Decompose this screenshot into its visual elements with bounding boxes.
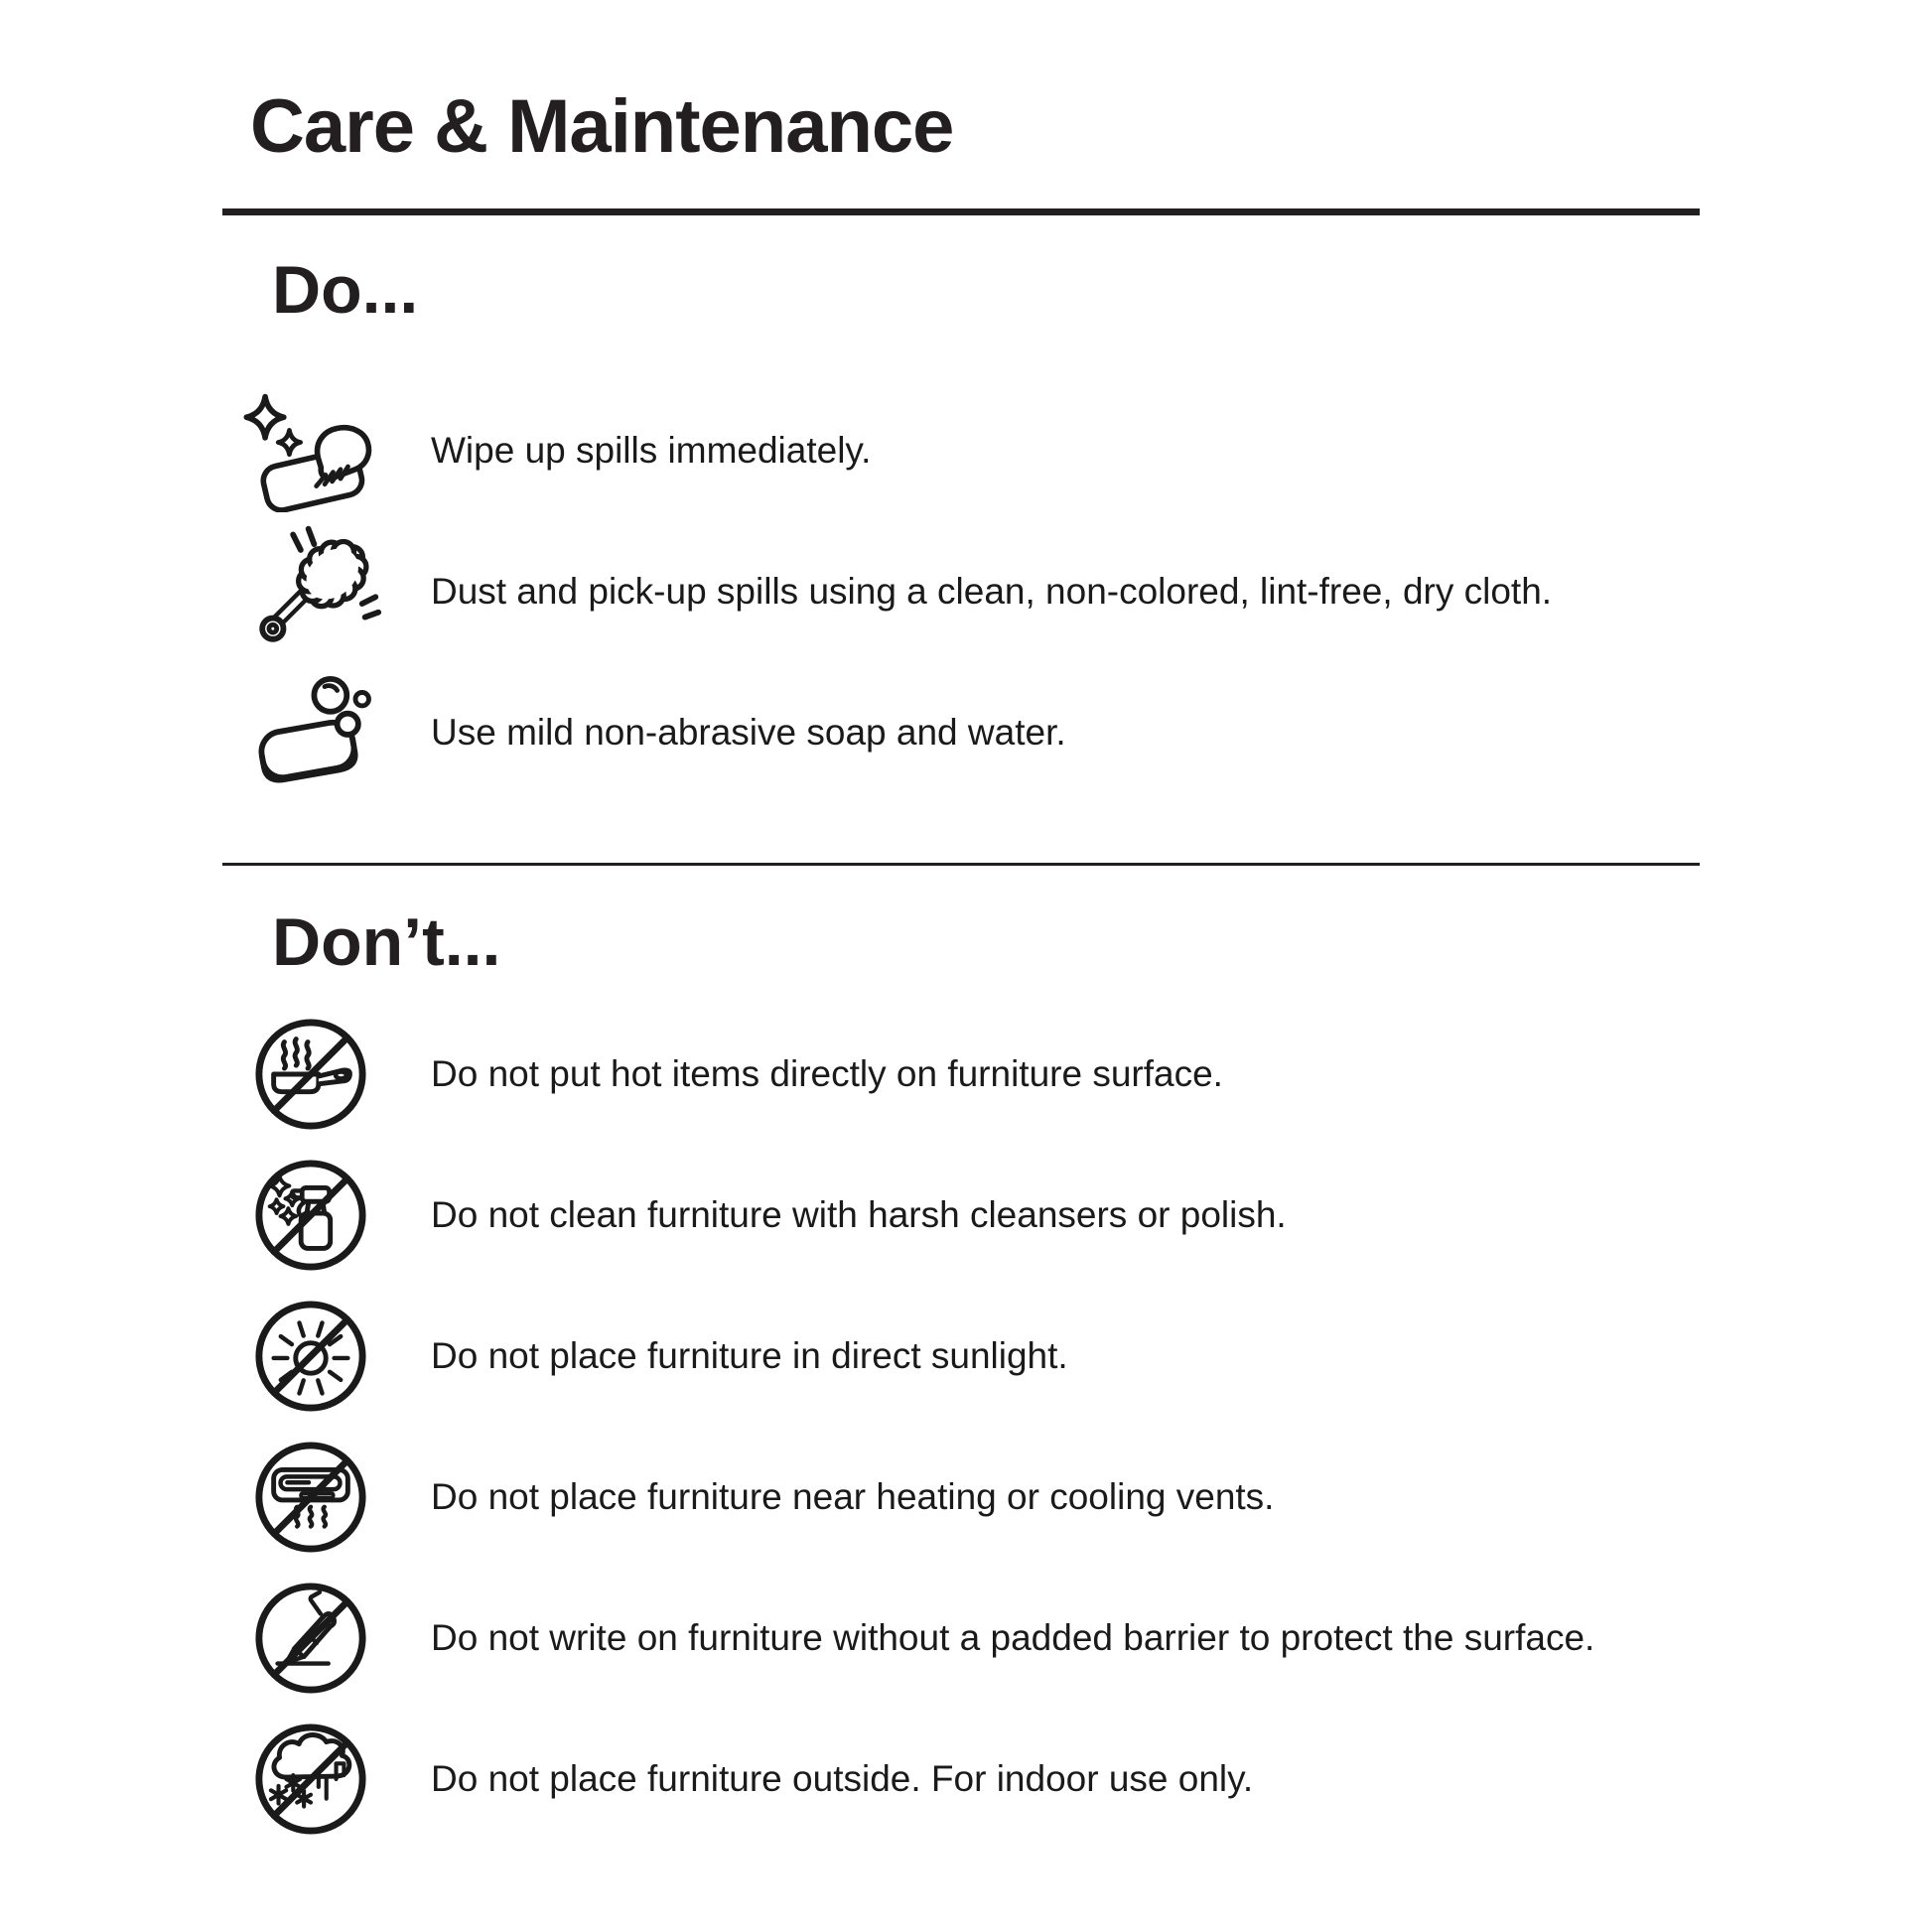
dont-section-heading: Don’t... bbox=[272, 903, 501, 980]
dont-item-harsh-cleansers bbox=[0, 1145, 1932, 1286]
dont-item-text: Do not place furniture in direct sunlight. bbox=[431, 1335, 1068, 1377]
no-hot-items-icon bbox=[222, 1016, 399, 1133]
do-items-list bbox=[0, 380, 1932, 803]
no-writing-icon bbox=[222, 1580, 399, 1697]
no-harsh-cleansers-icon bbox=[222, 1157, 399, 1274]
do-item-wipe-spills bbox=[0, 380, 1932, 521]
section-divider bbox=[222, 863, 1700, 866]
do-section-heading: Do... bbox=[272, 251, 419, 328]
do-item-text: Wipe up spills immediately. bbox=[431, 429, 872, 471]
no-outdoor-use-icon bbox=[222, 1721, 399, 1838]
dont-item-text: Do not clean furniture with harsh cleansers or polish. bbox=[431, 1194, 1287, 1236]
dont-item-outdoor-use bbox=[0, 1709, 1932, 1850]
dont-item-writing bbox=[0, 1568, 1932, 1709]
page-title: Care & Maintenance bbox=[250, 84, 954, 169]
dont-item-text: Do not place furniture outside. For indoor use only. bbox=[431, 1758, 1254, 1800]
dont-item-heating-vents bbox=[0, 1427, 1932, 1568]
dont-item-text: Do not put hot items directly on furniture surface. bbox=[431, 1053, 1223, 1095]
soap-icon bbox=[222, 669, 399, 796]
no-heating-vents-icon bbox=[222, 1439, 399, 1556]
dont-item-text: Do not write on furniture without a padded barrier to protect the surface. bbox=[431, 1617, 1595, 1659]
wipe-hand-icon bbox=[222, 389, 399, 512]
do-item-dust bbox=[0, 521, 1932, 662]
no-direct-sunlight-icon bbox=[222, 1298, 399, 1415]
dont-item-hot-items bbox=[0, 1004, 1932, 1145]
feather-duster-icon bbox=[222, 519, 399, 663]
dont-item-direct-sunlight bbox=[0, 1286, 1932, 1427]
dont-items-list bbox=[0, 1004, 1932, 1850]
do-item-text: Use mild non-abrasive soap and water. bbox=[431, 711, 1066, 753]
do-item-mild-soap bbox=[0, 662, 1932, 803]
title-rule bbox=[222, 208, 1700, 215]
dont-item-text: Do not place furniture near heating or cooling vents. bbox=[431, 1476, 1275, 1518]
do-item-text: Dust and pick-up spills using a clean, non-colored, lint-free, dry cloth. bbox=[431, 570, 1553, 612]
